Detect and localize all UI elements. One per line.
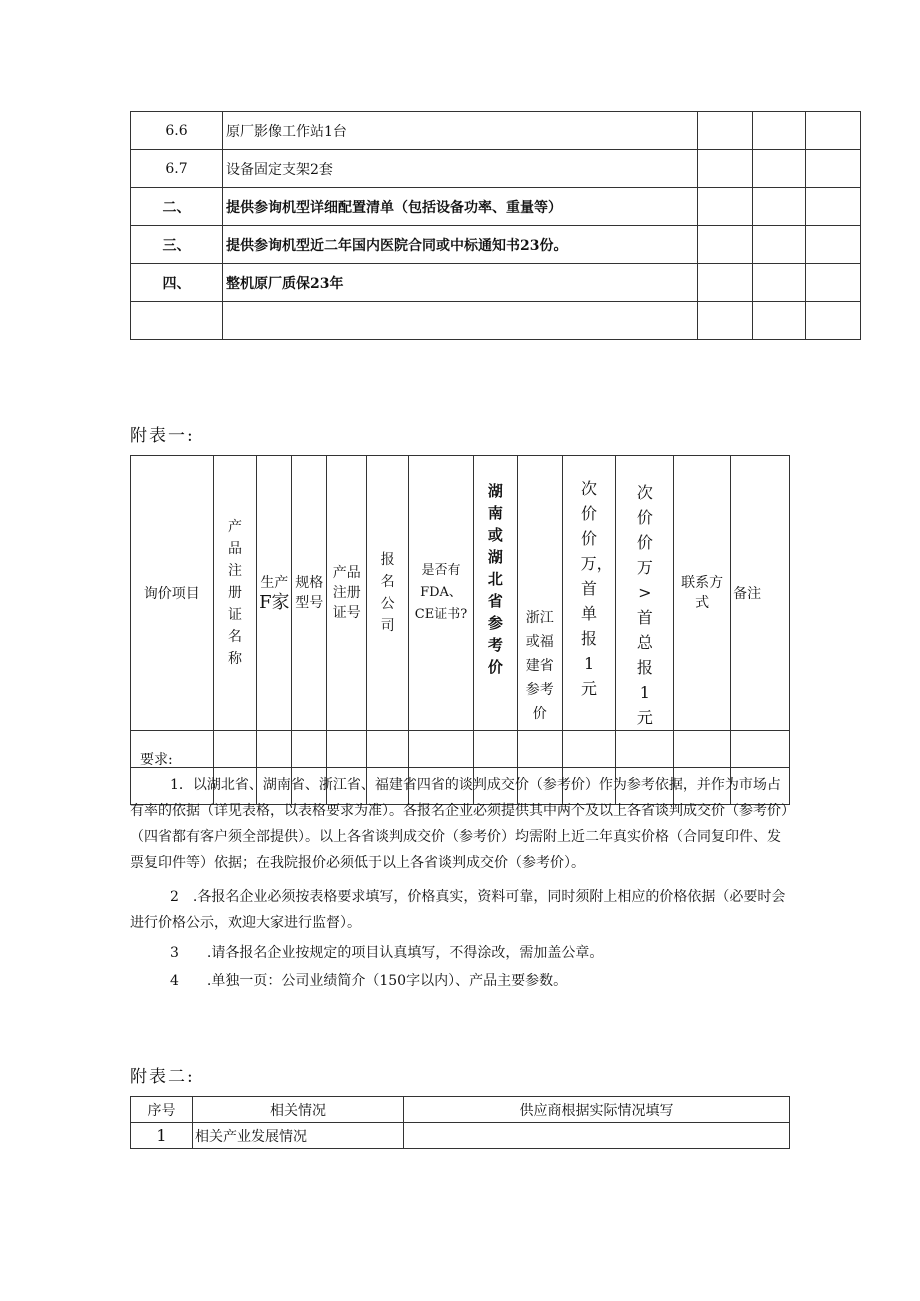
empty-cell [616, 731, 674, 768]
empty-cell [753, 188, 806, 226]
empty-cell [562, 731, 616, 768]
row-content: 提供参询机型近二年国内医院合同或中标通知书23份。 [223, 226, 698, 264]
row-number [131, 302, 223, 340]
empty-cell [698, 188, 753, 226]
header-company: 报名公司 [380, 552, 395, 634]
table-row [131, 302, 861, 340]
table-row [131, 150, 861, 188]
empty-cell [753, 302, 806, 340]
empty-cell [517, 731, 562, 768]
table-row [131, 226, 861, 264]
config-table [130, 111, 861, 340]
table-row [131, 264, 861, 302]
empty-cell [409, 731, 474, 768]
row-number: 四、 [131, 264, 223, 302]
empty-cell [731, 731, 790, 768]
header-hunan: 湖南或湖北省参考价 [487, 482, 503, 676]
header-fill: 供应商根据实际情况填写 [404, 1097, 790, 1123]
empty-cell [698, 302, 753, 340]
row-number: 三、 [131, 226, 223, 264]
header-contact: 联系方式 [681, 575, 724, 611]
header-seq: 序号 [131, 1097, 193, 1123]
table-row [131, 188, 861, 226]
header-fda-cell [409, 456, 474, 731]
appendix2-title: 附表二: [130, 1067, 195, 1087]
row-content: 整机原厂质保23年 [223, 264, 698, 302]
header-zhejiang: 浙江或福建省参考价 [525, 610, 554, 722]
appendix1-title: 附表一: [130, 426, 195, 446]
empty-cell [327, 731, 367, 768]
header-manufacturer-b: F家 [259, 591, 290, 613]
header-item: 询价项目 [131, 456, 214, 731]
header-reg-name: 产品注册证名称 [227, 519, 242, 667]
requirements-title: 要求: [140, 752, 173, 768]
empty-cell [806, 112, 861, 150]
empty-cell [367, 731, 409, 768]
row-number: 1 [131, 1123, 193, 1149]
empty-cell [753, 112, 806, 150]
header-price1-cell [562, 456, 616, 731]
header-reg-name-cell [213, 456, 257, 731]
header-manufacturer-cell [257, 456, 292, 731]
row-content: 原厂影像工作站1台 [223, 112, 698, 150]
header-reg-no: 产品注册证号 [332, 565, 361, 621]
row-situation: 相关产业发展情况 [193, 1123, 404, 1149]
table-header-row [131, 1097, 790, 1123]
empty-cell [806, 226, 861, 264]
row-number: 6.7 [131, 150, 223, 188]
empty-cell [473, 731, 517, 768]
header-price2: 次价价万>首总报1元 [636, 483, 653, 727]
row-number: 6.6 [131, 112, 223, 150]
header-reg-no-cell [327, 456, 367, 731]
header-spec-cell [292, 456, 327, 731]
empty-cell [806, 302, 861, 340]
empty-cell [257, 731, 292, 768]
row-content: 提供参询机型详细配置清单（包括设备功率、重量等） [223, 188, 698, 226]
header-manufacturer-a: 生产 [260, 574, 289, 591]
header-situation: 相关情况 [193, 1097, 404, 1123]
header-hunan-cell [473, 456, 517, 731]
empty-cell [698, 150, 753, 188]
requirement-item-3: 3 .请各报名企业按规定的项目认真填写，不得涂改，需加盖公章。 [170, 945, 604, 961]
empty-cell [806, 150, 861, 188]
empty-cell [698, 226, 753, 264]
header-fda: 是否有FDA、CE证书? [414, 563, 468, 622]
row-content [223, 302, 698, 340]
header-remark: 备注 [731, 456, 790, 731]
empty-cell [806, 264, 861, 302]
table-header-row [131, 456, 790, 731]
header-spec: 规格型号 [295, 575, 324, 611]
requirement-item-1: 1．以湖北省、湖南省、浙江省、福建省四省的谈判成交价（参考价）作为参考依据，并作为市场占有率的依据（详见表格，以表格要求为准）。各报名企业必须提供其中两个及以上各省谈判成交价（参考价）（四省都有客户须全部提供）。以上各省谈判成交价（参考价）均需附上近二年真实价格（合同复印件、发票复印件等）依据；在我院报价必须低于以上各省谈判成交价（参考价）。 [130, 777, 788, 871]
header-company-cell [367, 456, 409, 731]
header-price1: 次价价万，首单报1元 [580, 479, 613, 698]
header-zhejiang-cell [517, 456, 562, 731]
appendix2-table [130, 1096, 790, 1149]
empty-cell [674, 731, 731, 768]
appendix1-table [130, 455, 790, 805]
empty-cell [292, 731, 327, 768]
row-content: 设备固定支架2套 [223, 150, 698, 188]
requirement-item-4: 4 .单独一页：公司业绩简介（150字以内）、产品主要参数。 [170, 973, 568, 989]
empty-cell [213, 731, 257, 768]
header-price2-cell [616, 456, 674, 731]
table-row [131, 731, 790, 768]
empty-cell [806, 188, 861, 226]
header-contact-cell [674, 456, 731, 731]
empty-cell [698, 112, 753, 150]
table-row [131, 1123, 790, 1149]
row-fill [404, 1123, 790, 1149]
empty-cell [753, 264, 806, 302]
table-row [131, 112, 861, 150]
row-number: 二、 [131, 188, 223, 226]
empty-cell [753, 150, 806, 188]
empty-cell [698, 264, 753, 302]
requirement-item-2: 2 .各报名企业必须按表格要求填写，价格真实，资料可靠，同时须附上相应的价格依据（必要时会进行价格公示，欢迎大家进行监督）。 [130, 889, 786, 931]
empty-cell [753, 226, 806, 264]
